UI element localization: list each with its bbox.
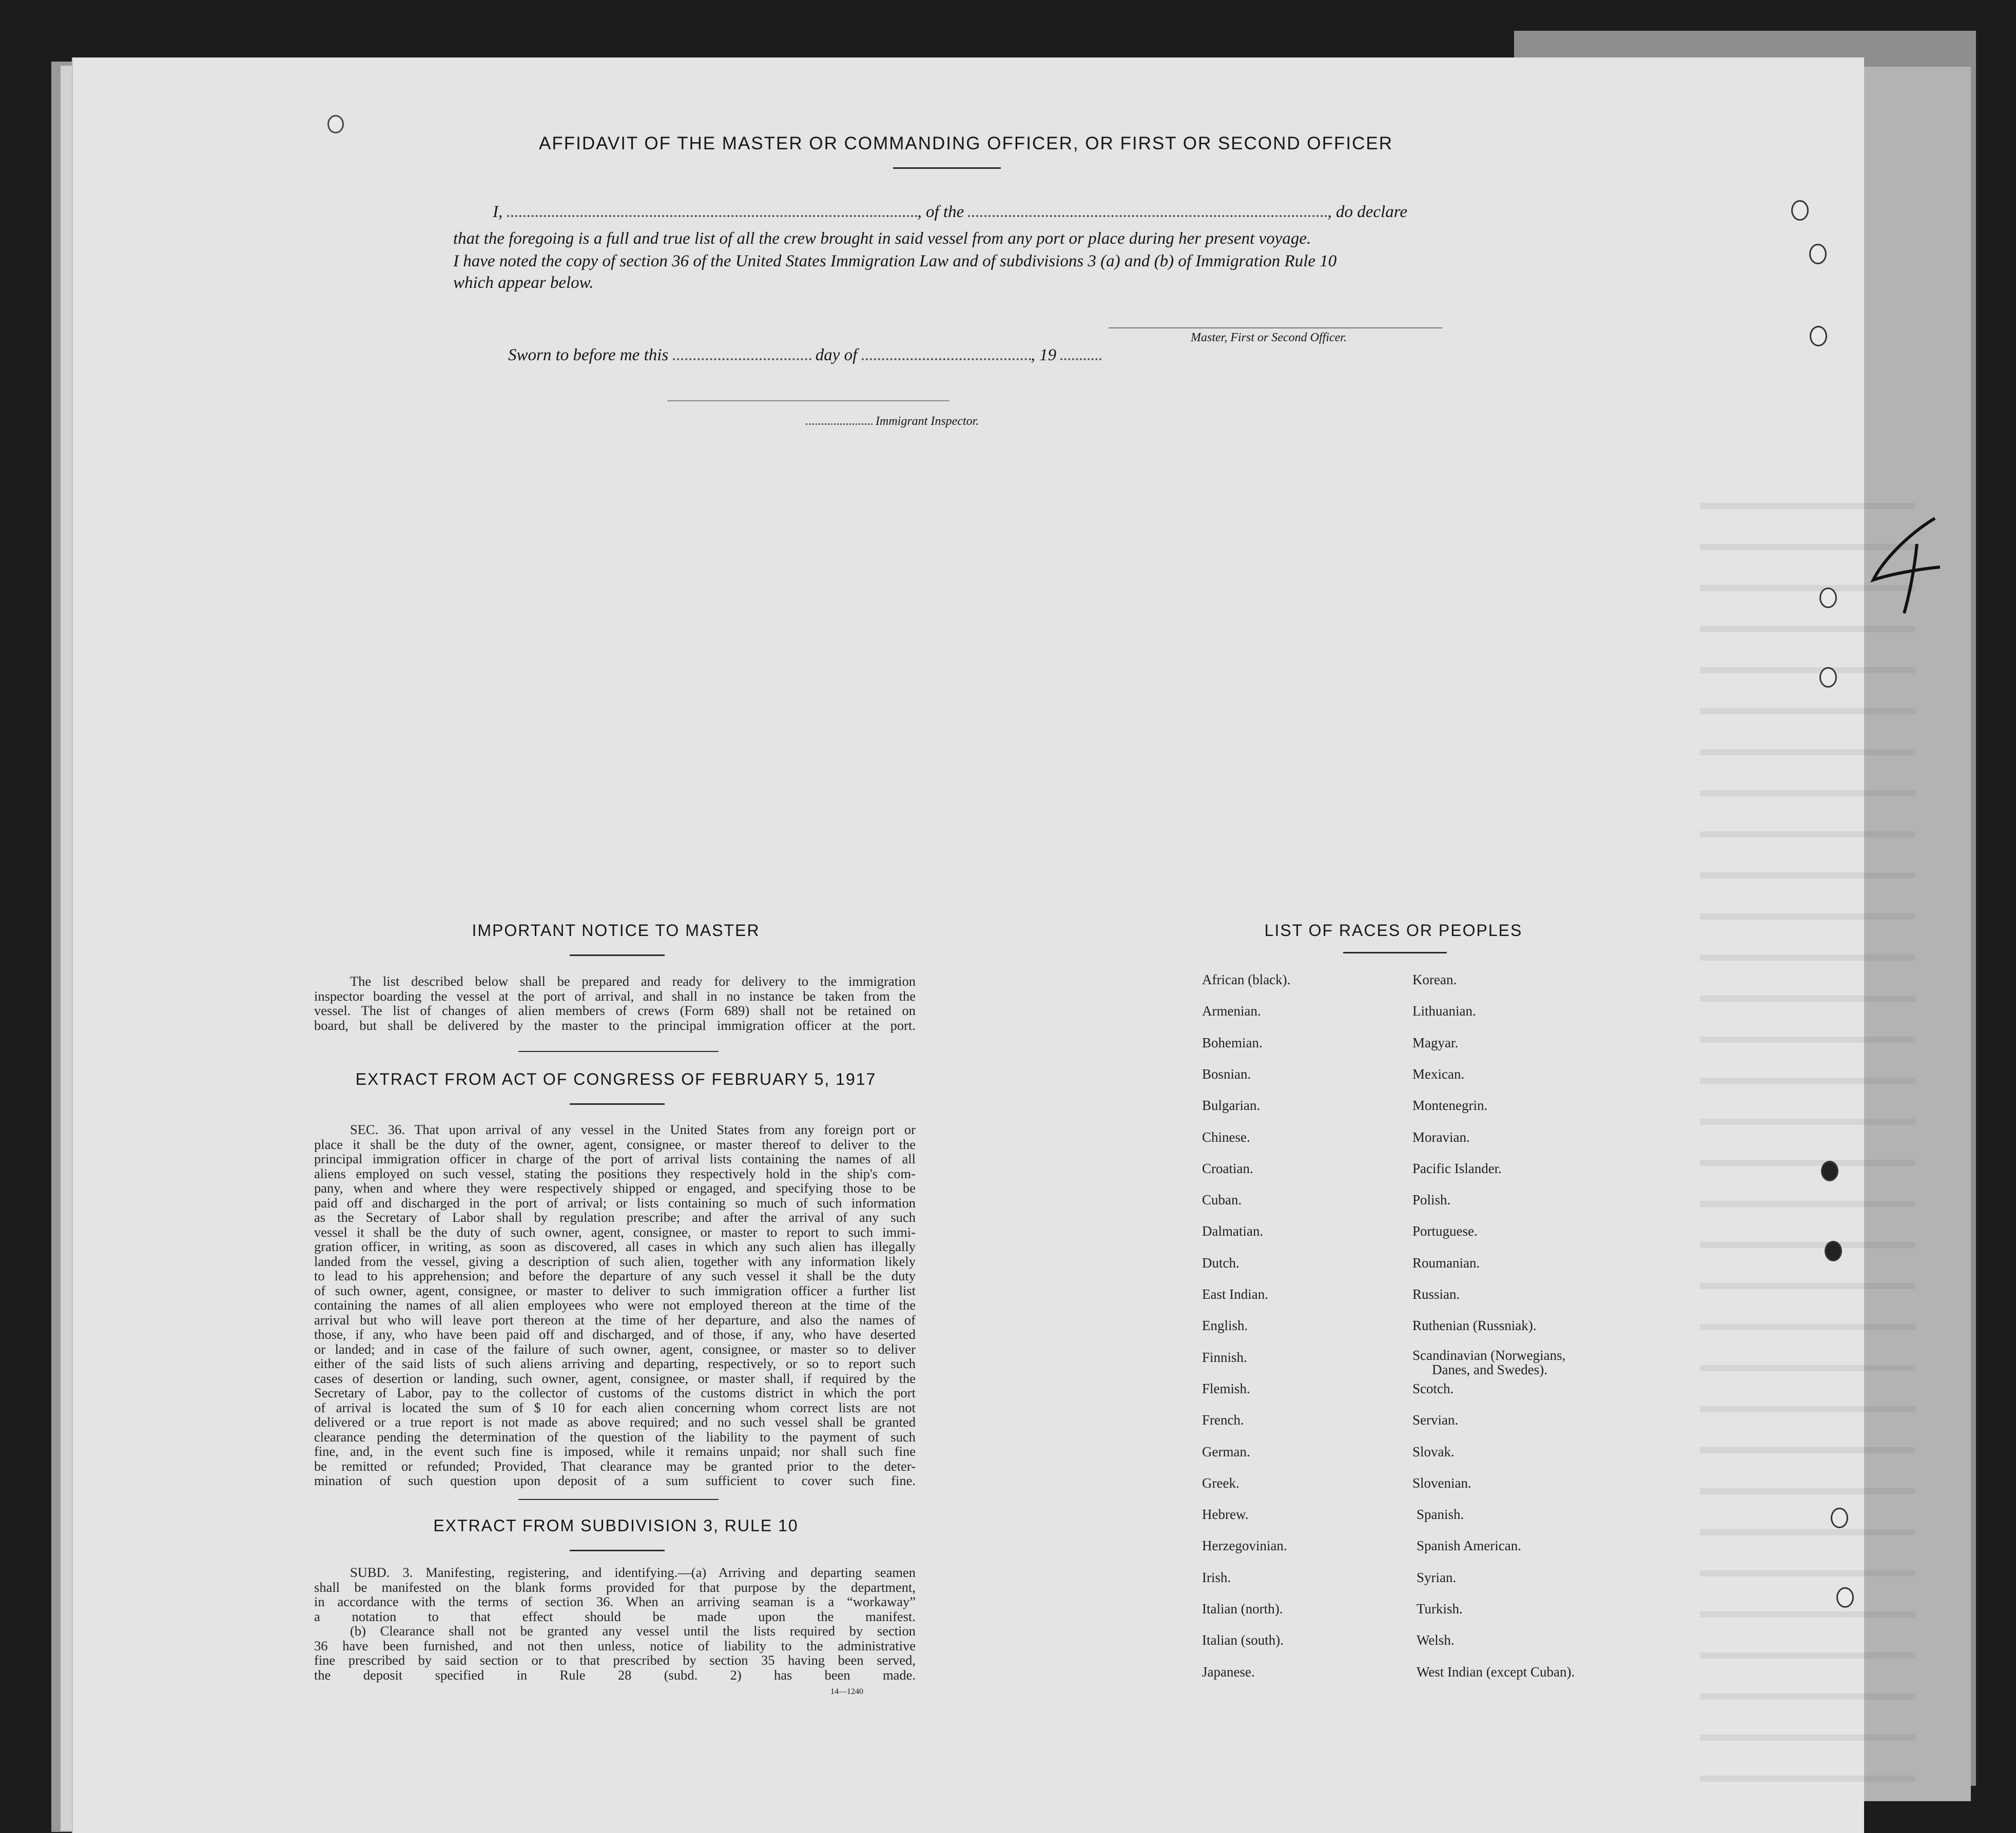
race-item: Slovenian. — [1412, 1475, 1471, 1491]
rule-extract-title: EXTRACT FROM SUBDIVISION 3, RULE 10 — [433, 1516, 799, 1535]
race-item: Moravian. — [1412, 1129, 1470, 1145]
race-item: Herzegovinian. — [1202, 1538, 1287, 1554]
act-line: of arrival is located the sum of $ 10 for each alien concerning whom correct lists are not — [314, 1399, 916, 1415]
race-item: Bulgarian. — [1202, 1098, 1261, 1114]
act-line: pany, when and where they were respectively shipped or engaged, and specifying those to be — [314, 1180, 916, 1196]
races-title: LIST OF RACES OR PEOPLES — [1264, 921, 1523, 940]
master-signature-line — [1109, 327, 1442, 328]
rule-line: in accordance with the terms of section 36. When an arriving seaman is a “workaway” — [314, 1594, 916, 1609]
race-item: Russian. — [1412, 1286, 1460, 1302]
act-extract-rule — [570, 1103, 665, 1105]
race-item: Italian (north). — [1202, 1601, 1283, 1616]
act-line: those, if any, who have been paid off and discharged, and of those, if any, who have deserted — [314, 1327, 916, 1342]
rule-line: SUBD. 3. Manifesting, registering, and identifying.—(a) Arriving and departing seamen — [350, 1565, 916, 1580]
vessel-blank — [968, 215, 1327, 217]
race-item: Cuban. — [1202, 1192, 1242, 1208]
act-line: mination of such question upon deposit of a sum sufficient to cover such fine. — [314, 1473, 916, 1488]
day-blank — [673, 358, 811, 360]
notice-line: inspector boarding the vessel at the port of arrival, and shall in no instance be taken from the — [314, 988, 916, 1004]
i-label: I, — [493, 203, 503, 221]
inspector-label: Immigrant Inspector. — [876, 415, 979, 428]
race-item: Roumanian. — [1412, 1255, 1480, 1271]
race-item: West Indian (except Cuban). — [1417, 1664, 1575, 1680]
act-extract-title: EXTRACT FROM ACT OF CONGRESS OF FEBRUARY 5, 1917 — [355, 1070, 877, 1088]
race-item: Flemish. — [1202, 1380, 1250, 1396]
binder-hole — [1819, 667, 1837, 688]
year-prefix: , 19 — [1031, 346, 1057, 364]
master-signature-label: Master, First or Second Officer. — [1191, 331, 1347, 344]
binder-hole — [1791, 200, 1809, 221]
race-item: Danes, and Swedes). — [1432, 1361, 1547, 1377]
race-item: Finnish. — [1202, 1349, 1247, 1365]
act-line: of such owner, agent, consignee, or master to deliver to such immigration officer a further list — [314, 1282, 916, 1298]
race-item: Bohemian. — [1202, 1035, 1263, 1050]
race-item: Slovak. — [1412, 1444, 1455, 1459]
notice-line: The list described below shall be prepared and ready for delivery to the immigration — [350, 973, 916, 989]
act-line: fine, and, in the event such fine is imposed, while it remains unpaid; nor shall such fine — [314, 1444, 916, 1459]
binder-hole — [1810, 326, 1827, 346]
races-rule — [1343, 952, 1447, 953]
section-divider — [518, 1499, 719, 1500]
notice-line: board, but shall be delivered by the master to the principal immigration officer at the port. — [314, 1017, 916, 1033]
race-item: Magyar. — [1412, 1035, 1459, 1050]
race-item: English. — [1202, 1318, 1248, 1334]
race-item: German. — [1202, 1444, 1250, 1459]
inspector-signature-line — [667, 400, 949, 401]
race-item: Welsh. — [1417, 1632, 1455, 1648]
act-line: containing the names of all alien employees who were not employed thereon at the time of the — [314, 1297, 916, 1313]
punch-hole — [327, 115, 344, 133]
race-item: East Indian. — [1202, 1286, 1268, 1302]
race-item: Italian (south). — [1202, 1632, 1284, 1648]
rule-line: a notation to that effect should be made upon the manifest. — [314, 1608, 916, 1624]
binder-hole — [1836, 1587, 1854, 1608]
sworn-label: Sworn to before me this — [508, 346, 669, 364]
act-line: delivered or a true report is not made as above required; and no such vessel shall be granted — [314, 1414, 916, 1430]
race-item: Armenian. — [1202, 1003, 1261, 1019]
binder-hole — [1819, 588, 1837, 608]
race-item: Croatian. — [1202, 1160, 1253, 1176]
act-line: Secretary of Labor, pay to the collector of customs of the customs district in which the port — [314, 1385, 916, 1400]
binder-hole — [1809, 244, 1827, 264]
act-line: aliens employed on such vessel, stating the positions they respectively hold in the ship's com- — [314, 1165, 916, 1181]
act-line: either of the said lists of such aliens arriving and departing, respectively, or so to report such — [314, 1356, 916, 1371]
race-item: Syrian. — [1417, 1569, 1457, 1585]
affidavit-title: AFFIDAVIT OF THE MASTER OR COMMANDING OFFICER, OR FIRST OR SECOND OFFICER — [539, 133, 1393, 153]
race-item: Chinese. — [1202, 1129, 1250, 1145]
race-item: Turkish. — [1417, 1601, 1463, 1616]
race-item: Spanish. — [1417, 1507, 1464, 1523]
notice-line: vessel. The list of changes of alien members of crews (Form 689) shall not be retained on — [314, 1003, 916, 1018]
section-divider — [518, 1051, 719, 1052]
race-item: Dalmatian. — [1202, 1223, 1264, 1239]
act-line: be remitted or refunded; Provided, That clearance may be granted prior to the deter- — [314, 1458, 916, 1474]
race-item: Servian. — [1412, 1412, 1459, 1428]
act-line: paid off and discharged in the port of arrival; or lists containing so much of such information — [314, 1195, 916, 1211]
rule-line: shall be manifested on the blank forms provided for that purpose by the department, — [314, 1579, 916, 1595]
race-item: African (black). — [1202, 972, 1291, 987]
race-item: French. — [1202, 1412, 1244, 1428]
act-line: gration officer, in writing, as soon as discovered, all cases in which any such alien has illegally — [314, 1239, 916, 1254]
rule-extract-rule — [570, 1550, 665, 1551]
race-item: Scandinavian (Norwegians, — [1412, 1347, 1566, 1363]
declaration-line-4: which appear below. — [453, 274, 594, 292]
race-item: Bosnian. — [1202, 1066, 1251, 1082]
race-item: Ruthenian (Russniak). — [1412, 1318, 1537, 1334]
name-blank — [507, 215, 918, 217]
declaration-line-2: that the foregoing is a full and true list of all the crew brought in said vessel from any port or place during her present voyage. — [453, 229, 1311, 248]
sworn-line — [508, 346, 1101, 365]
race-item: Polish. — [1412, 1192, 1451, 1208]
race-item: Portuguese. — [1412, 1223, 1478, 1239]
month-blank — [862, 358, 1031, 360]
rule-line: the deposit specified in Rule 28 (subd. 2) has been made. — [314, 1667, 916, 1683]
do-declare-label: , do declare — [1327, 203, 1407, 221]
inspector-blank — [806, 423, 873, 425]
act-line: as the Secretary of Labor shall by regulation prescribe; and after the arrival of any such — [314, 1210, 916, 1225]
act-line: SEC. 36. That upon arrival of any vessel in the United States from any foreign port or — [350, 1122, 916, 1137]
title-rule — [893, 167, 1001, 169]
race-item: Hebrew. — [1202, 1507, 1249, 1523]
of-the-label: , of the — [917, 203, 964, 221]
declaration-line-3: I have noted the copy of section 36 of the United States Immigration Law and of subdivisions 3 (a) and (b) of Immigration Rule 10 — [453, 252, 1337, 270]
binder-hole — [1825, 1241, 1842, 1261]
rule-line: (b) Clearance shall not be granted any vessel until the lists required by section — [350, 1623, 916, 1639]
race-item: Lithuanian. — [1412, 1003, 1476, 1019]
year-blank — [1060, 358, 1101, 360]
act-extract-text — [314, 1122, 916, 1488]
race-item: Pacific Islander. — [1412, 1160, 1502, 1176]
race-item: Greek. — [1202, 1475, 1239, 1491]
rule-extract-text — [314, 1565, 916, 1682]
race-item: Japanese. — [1202, 1664, 1255, 1680]
bleed-through-rows — [1700, 468, 1915, 1802]
notice-title: IMPORTANT NOTICE TO MASTER — [472, 921, 760, 940]
handwritten-mark — [1868, 513, 1945, 616]
act-line: landed from the vessel, giving a description of such alien, together with any information likely — [314, 1253, 916, 1269]
rule-line: fine prescribed by said section or to that prescribed by section 35 having been served, — [314, 1652, 916, 1668]
race-item: Korean. — [1412, 972, 1457, 987]
race-item: Mexican. — [1412, 1066, 1465, 1082]
race-item: Dutch. — [1202, 1255, 1239, 1271]
act-line: place it shall be the duty of the owner, agent, consignee, or master thereof to deliver to the — [314, 1136, 916, 1152]
rule-line: 36 have been furnished, and not then unless, notice of liability to the administrative — [314, 1637, 916, 1653]
act-line: vessel it shall be the duty of such owner, agent, consignee, or master to report to such immi- — [314, 1224, 916, 1240]
race-item: Montenegrin. — [1412, 1098, 1488, 1114]
notice-rule — [570, 954, 665, 956]
act-line: or landed; and in case of the failure of such owner, agent, consignee, or master so to deliver — [314, 1341, 916, 1357]
inspector-line — [806, 415, 979, 428]
act-line: to lead to his apprehension; and before the departure of any such vessel it shall be the duty — [314, 1268, 916, 1283]
binder-hole — [1821, 1161, 1838, 1181]
form-number: 14—1240 — [830, 1687, 863, 1696]
race-item: Irish. — [1202, 1569, 1231, 1585]
race-item: Spanish American. — [1417, 1538, 1521, 1554]
race-item: Scotch. — [1412, 1380, 1454, 1396]
notice-text — [314, 974, 916, 1032]
declaration-line-1 — [493, 203, 1407, 222]
day-of-label: day of — [815, 346, 858, 364]
act-line: principal immigration officer in charge of the port of arrival lists containing the names of all — [314, 1151, 916, 1166]
act-line: cases of desertion or landing, such owner, agent, consignee, or master shall, if required by the — [314, 1370, 916, 1386]
act-line: clearance pending the determination of the question of the liability to the payment of such — [314, 1429, 916, 1445]
binder-hole — [1831, 1508, 1848, 1528]
act-line: arrival but who will leave port thereon at the time of her departure, and also the names of — [314, 1312, 916, 1328]
